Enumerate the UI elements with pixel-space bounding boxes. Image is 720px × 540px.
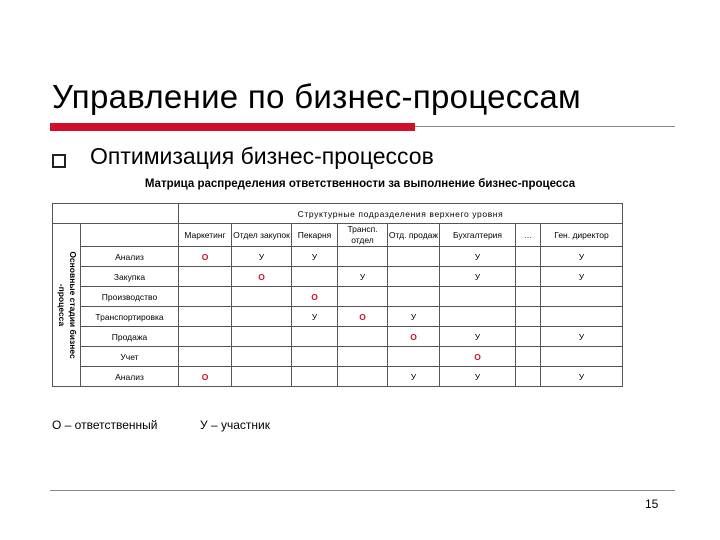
column-header: Отд. продаж bbox=[388, 224, 440, 247]
matrix-cell: O bbox=[232, 267, 292, 287]
side-label-line2: -процесса bbox=[56, 283, 67, 327]
matrix-cell: У bbox=[541, 247, 623, 267]
matrix-cell bbox=[516, 247, 541, 267]
matrix-cell bbox=[338, 247, 388, 267]
matrix-cell bbox=[338, 347, 388, 367]
title-underline-gray bbox=[415, 126, 675, 127]
matrix-cell: У bbox=[541, 367, 623, 387]
stages-side-label bbox=[53, 224, 81, 387]
matrix-row bbox=[53, 267, 623, 287]
matrix-cell bbox=[516, 267, 541, 287]
matrix-cell bbox=[179, 327, 232, 347]
matrix-row bbox=[53, 327, 623, 347]
matrix-cell bbox=[541, 287, 623, 307]
matrix-cell bbox=[516, 367, 541, 387]
matrix-cell bbox=[232, 307, 292, 327]
matrix-cell: У bbox=[232, 247, 292, 267]
matrix-cell bbox=[516, 327, 541, 347]
matrix-cell: У bbox=[338, 267, 388, 287]
matrix-cell: У bbox=[440, 367, 516, 387]
matrix-cell bbox=[292, 267, 338, 287]
matrix-cell bbox=[338, 287, 388, 307]
matrix-cell: O bbox=[440, 347, 516, 367]
matrix-cell bbox=[516, 287, 541, 307]
matrix-cell: O bbox=[179, 247, 232, 267]
matrix-cell bbox=[388, 347, 440, 367]
matrix-cell bbox=[541, 347, 623, 367]
bullet-text: Оптимизация бизнес-процессов bbox=[90, 143, 434, 169]
matrix-row bbox=[53, 247, 623, 267]
column-header: Маркетинг bbox=[179, 224, 232, 247]
matrix-cell: У bbox=[440, 247, 516, 267]
responsibility-matrix bbox=[52, 203, 623, 387]
title-underline-red bbox=[50, 123, 415, 131]
matrix-cell bbox=[338, 367, 388, 387]
matrix-cell bbox=[179, 307, 232, 327]
matrix-cell: У bbox=[440, 267, 516, 287]
corner-blank bbox=[53, 204, 179, 224]
matrix-cell: O bbox=[179, 367, 232, 387]
stage-label: Учет bbox=[81, 347, 179, 367]
matrix-cell bbox=[516, 347, 541, 367]
matrix-cell bbox=[232, 347, 292, 367]
matrix-row bbox=[53, 347, 623, 367]
matrix-cell bbox=[388, 247, 440, 267]
matrix-row bbox=[53, 287, 623, 307]
column-header: Ген. директор bbox=[541, 224, 623, 247]
stage-header-blank bbox=[81, 224, 179, 247]
matrix-cell bbox=[388, 267, 440, 287]
matrix-cell bbox=[292, 367, 338, 387]
stage-label: Анализ bbox=[81, 247, 179, 267]
stage-label: Анализ bbox=[81, 367, 179, 387]
matrix-cell bbox=[179, 287, 232, 307]
bullet-square-icon bbox=[52, 154, 66, 168]
legend-responsible: О – ответственный bbox=[52, 418, 158, 432]
matrix-cell bbox=[232, 287, 292, 307]
matrix-cell: У bbox=[292, 307, 338, 327]
legend-participant: У – участник bbox=[200, 418, 270, 432]
stages-side-text bbox=[56, 251, 78, 358]
stage-label: Производство bbox=[81, 287, 179, 307]
matrix-cell: У bbox=[388, 367, 440, 387]
matrix-row bbox=[53, 367, 623, 387]
column-header: Пекарня bbox=[292, 224, 338, 247]
matrix-cell bbox=[541, 307, 623, 327]
side-label-line1: Основные стадии бизнес bbox=[67, 251, 78, 359]
matrix-cell bbox=[440, 287, 516, 307]
matrix-cell bbox=[338, 327, 388, 347]
departments-header: Структурные подразделения верхнего уровня bbox=[179, 204, 623, 224]
matrix-cell: O bbox=[292, 287, 338, 307]
stage-label: Закупка bbox=[81, 267, 179, 287]
slide-title: Управление по бизнес-процессам bbox=[52, 78, 582, 115]
matrix-cell bbox=[440, 307, 516, 327]
column-header: … bbox=[516, 224, 541, 247]
stage-label: Продажа bbox=[81, 327, 179, 347]
matrix-cell: У bbox=[292, 247, 338, 267]
matrix-cell bbox=[292, 327, 338, 347]
matrix-cell: У bbox=[541, 267, 623, 287]
matrix-cell: У bbox=[440, 327, 516, 347]
matrix-cell bbox=[388, 287, 440, 307]
footer-rule bbox=[50, 490, 675, 491]
matrix-cell bbox=[292, 347, 338, 367]
matrix-cell: У bbox=[388, 307, 440, 327]
matrix-caption: Матрица распределения ответственности за выполнение бизнес-процесса bbox=[144, 178, 576, 190]
matrix-cell bbox=[232, 367, 292, 387]
matrix-cell: У bbox=[541, 327, 623, 347]
column-header: Трансп. отдел bbox=[338, 224, 388, 247]
page-number: 15 bbox=[645, 497, 659, 511]
matrix-cell bbox=[179, 347, 232, 367]
matrix-cell: O bbox=[338, 307, 388, 327]
column-header: Бухгалтерия bbox=[440, 224, 516, 247]
matrix-cell bbox=[232, 327, 292, 347]
matrix-cell: O bbox=[388, 327, 440, 347]
matrix-cell bbox=[179, 267, 232, 287]
matrix-row bbox=[53, 307, 623, 327]
stage-label: Транспортировка bbox=[81, 307, 179, 327]
matrix-cell bbox=[516, 307, 541, 327]
column-header: Отдел закупок bbox=[232, 224, 292, 247]
